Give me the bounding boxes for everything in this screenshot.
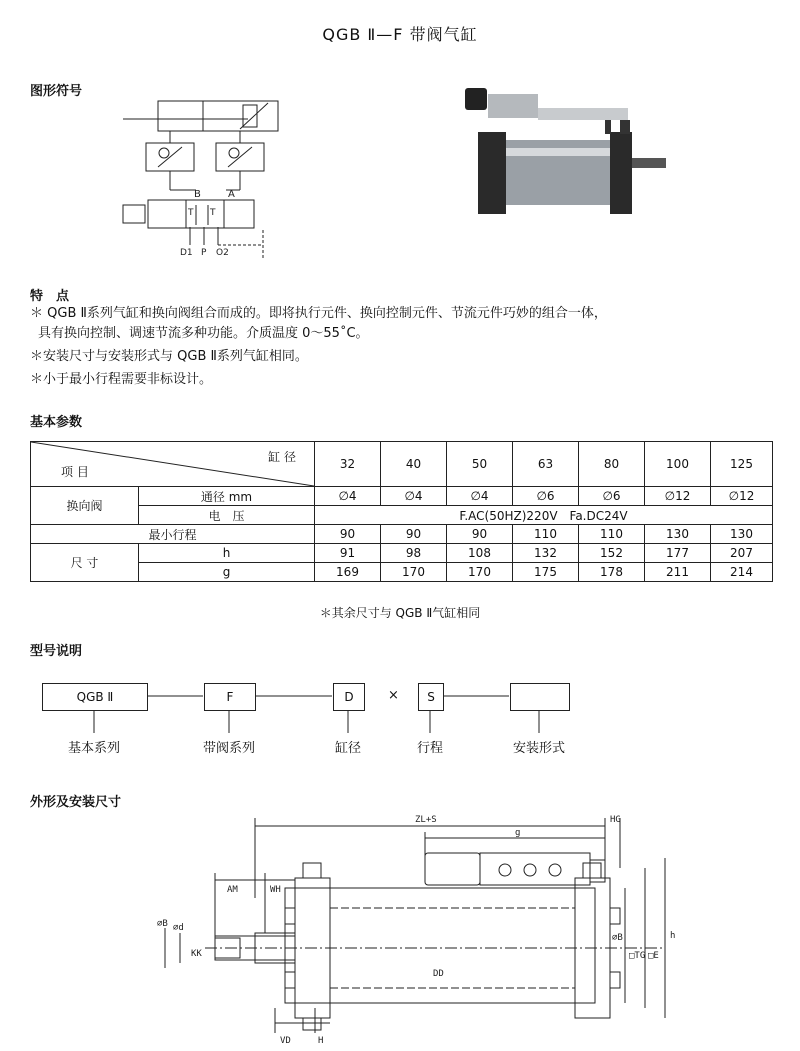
dim-phib-right: ∅B <box>612 933 623 943</box>
table-footnote: ＊其余尺寸与 QGB Ⅱ气缸相同 <box>319 606 481 620</box>
voltage-label: 电 压 <box>139 506 315 525</box>
pneumatic-symbol-diagram <box>118 95 288 265</box>
model-connector-lines <box>0 683 800 739</box>
table-row-min-stroke <box>31 525 773 544</box>
table-row-g <box>31 563 773 582</box>
header-item-label: 项 目 <box>61 465 89 479</box>
g-cell: 211 <box>645 563 711 582</box>
bore-cell: 32 <box>315 442 381 487</box>
h-cell: 98 <box>381 544 447 563</box>
bore-cell: 50 <box>447 442 513 487</box>
g-cell: 170 <box>381 563 447 582</box>
passage-cell: ∅4 <box>315 487 381 506</box>
min-stroke-cell: 110 <box>579 525 645 544</box>
dim-tg: □TG <box>629 951 646 961</box>
model-label-mount: 安装形式 <box>512 741 565 756</box>
parameter-table <box>30 441 773 582</box>
min-stroke-cell: 110 <box>513 525 579 544</box>
cylinder-symbol <box>158 101 278 131</box>
dim-vd: VD <box>280 1036 291 1046</box>
valve-body <box>488 94 538 118</box>
passage-cell: ∅4 <box>447 487 513 506</box>
model-label-valve: 带阀系列 <box>202 741 255 756</box>
passage-cell: ∅6 <box>513 487 579 506</box>
dim-e: □E <box>648 951 659 961</box>
feature-line-3: ＊安装尺寸与安装形式与 QGB Ⅱ系列气缸相同。 <box>30 349 308 364</box>
model-box-stroke: S <box>418 683 444 711</box>
port-label-d1: D1 <box>180 248 193 258</box>
dim-wh: WH <box>270 885 281 895</box>
feature-line-2: 具有换向控制、调速节流多种功能。介质温度 0～55˚C。 <box>38 326 369 341</box>
dim-h-small: H <box>318 1036 324 1046</box>
valve-manifold <box>538 108 628 120</box>
table-row-passage <box>31 487 773 506</box>
outline-cylinder-body <box>285 888 595 1003</box>
front-cover <box>610 132 632 214</box>
passage-cell: ∅12 <box>645 487 711 506</box>
dim-kk: KK <box>191 949 202 959</box>
product-photo <box>430 80 670 240</box>
bore-cell: 80 <box>579 442 645 487</box>
g-cell: 169 <box>315 563 381 582</box>
min-stroke-cell: 90 <box>381 525 447 544</box>
table-header-row <box>31 442 773 487</box>
table-row-h <box>31 544 773 563</box>
passage-cell: ∅4 <box>381 487 447 506</box>
dim-hg: HG <box>610 815 621 825</box>
min-stroke-cell: 130 <box>645 525 711 544</box>
model-label-stroke: 行程 <box>416 741 443 756</box>
dim-am: AM <box>227 885 238 895</box>
port-label-t2: T <box>210 208 216 218</box>
model-label-basic: 基本系列 <box>67 741 120 756</box>
section-heading-features: 特 点 <box>30 289 70 304</box>
feature-line-1: ＊ QGB Ⅱ系列气缸和换向阀组合而成的。即将执行元件、换向控制元件、节流元件巧妙的组合一体， <box>30 306 607 321</box>
model-box-valve: F <box>204 683 256 711</box>
outline-valve-body <box>480 853 590 885</box>
piston-rod <box>632 158 666 168</box>
port-label-t1: T <box>188 208 194 218</box>
model-label-bore: 缸径 <box>334 741 361 756</box>
h-cell: 108 <box>447 544 513 563</box>
port-label-o2: O2 <box>216 248 229 258</box>
h-cell: 91 <box>315 544 381 563</box>
passage-cell: ∅6 <box>579 487 645 506</box>
g-cell: 214 <box>711 563 773 582</box>
dim-phib: ∅B <box>157 919 168 929</box>
outline-drawing <box>155 808 695 1048</box>
times-sign: × <box>388 688 399 703</box>
feature-line-4: ＊小于最小行程需要非标设计。 <box>30 372 213 387</box>
dim-dd: DD <box>433 969 444 979</box>
rear-cover <box>478 132 506 214</box>
model-box-bore: D <box>333 683 365 711</box>
voltage-value: F.AC(50HZ)220V Fa.DC24V <box>315 506 773 525</box>
model-box-basic: QGB Ⅱ <box>42 683 148 711</box>
size-group-label: 尺 寸 <box>31 544 139 582</box>
h-cell: 132 <box>513 544 579 563</box>
port-label-b: B <box>194 189 201 200</box>
dim-g: g <box>515 828 521 838</box>
outline-solenoid <box>425 853 480 885</box>
dim-h: h <box>670 931 676 941</box>
section-heading-model: 型号说明 <box>30 644 83 659</box>
g-cell: 178 <box>579 563 645 582</box>
dim-phid: ∅d <box>173 923 184 933</box>
g-label: g <box>139 563 315 582</box>
h-cell: 152 <box>579 544 645 563</box>
header-diagonal-cell <box>31 442 315 487</box>
port-label-p: P <box>201 248 207 258</box>
dim-zls: ZL+S <box>415 815 437 825</box>
h-label: h <box>139 544 315 563</box>
valve-group-label: 换向阀 <box>31 487 139 525</box>
passage-cell: ∅12 <box>711 487 773 506</box>
h-cell: 207 <box>711 544 773 563</box>
bore-cell: 63 <box>513 442 579 487</box>
min-stroke-label: 最小行程 <box>31 525 315 544</box>
section-heading-params: 基本参数 <box>30 415 83 430</box>
h-cell: 177 <box>645 544 711 563</box>
min-stroke-cell: 90 <box>315 525 381 544</box>
port-label-a: A <box>228 189 235 200</box>
g-cell: 170 <box>447 563 513 582</box>
solenoid-coil <box>465 88 487 110</box>
bore-cell: 100 <box>645 442 711 487</box>
table-row-voltage <box>31 506 773 525</box>
min-stroke-cell: 90 <box>447 525 513 544</box>
bore-cell: 40 <box>381 442 447 487</box>
min-stroke-cell: 130 <box>711 525 773 544</box>
header-bore-label: 缸 径 <box>268 450 296 464</box>
section-heading-outline: 外形及安装尺寸 <box>30 795 122 810</box>
bore-cell: 125 <box>711 442 773 487</box>
section-heading-symbol: 图形符号 <box>30 84 83 99</box>
passage-label: 通径 mm <box>139 487 315 506</box>
page-title: QGB Ⅱ—F 带阀气缸 <box>322 25 478 44</box>
g-cell: 175 <box>513 563 579 582</box>
